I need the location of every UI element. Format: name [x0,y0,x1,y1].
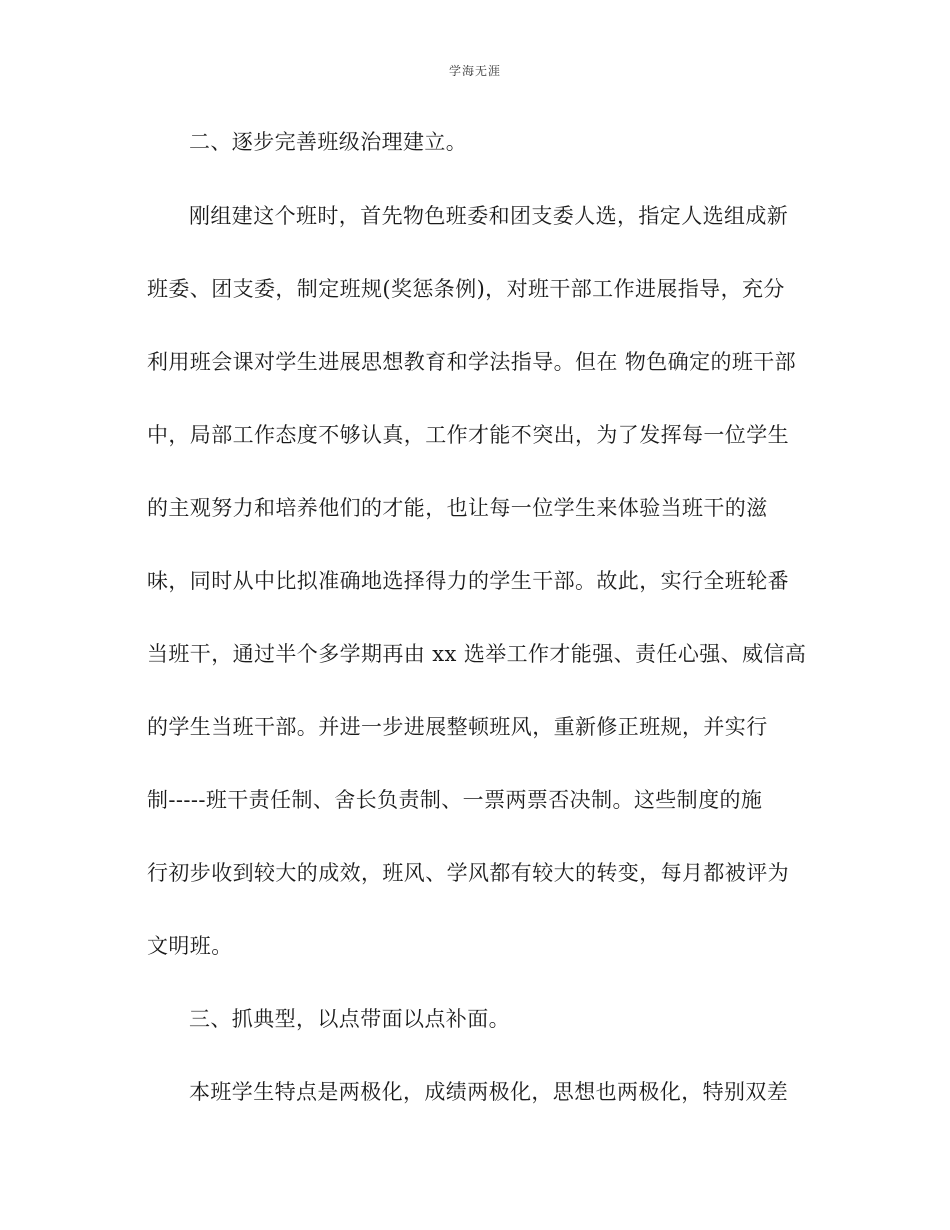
paragraph-line: 的学生当班干部。并进一步进展整顿班风，重新修正班规，并实行 [147,715,768,739]
paragraph-line: 行初步收到较大的成效，班风、学风都有较大的转变，每月都被评为 [147,861,789,885]
paragraph-line: 文明班。 [147,934,233,958]
paragraph-line: 利用班会课对学生进展思想教育和学法指导。但在 物色确定的班干部 [147,350,797,374]
section-heading-3: 三、抓典型，以点带面以点补面。 [189,1007,510,1031]
section-heading-2: 二、逐步完善班级治理建立。 [189,130,468,154]
paragraph-line: 中，局部工作态度不够认真，工作才能不突出，为了发挥每一位学生 [147,423,789,447]
paragraph-line: 的主观努力和培养他们的才能，也让每一位学生来体验当班干的滋 [147,496,768,520]
paragraph-line: 当班干，通过半个多学期再由 xx 选举工作才能强、责任心强、威信高 [147,642,807,666]
paragraph-line: 制-----班干责任制、舍长负责制、一票两票否决制。这些制度的施 [147,788,763,812]
page-header: 学海无涯 [448,64,501,78]
paragraph-line: 本班学生特点是两极化，成绩两极化，思想也两极化，特别双差 [189,1080,789,1104]
paragraph-line: 刚组建这个班时，首先物色班委和团支委人选，指定人选组成新 [189,204,789,228]
paragraph-line: 味，同时从中比拟准确地选择得力的学生干部。故此，实行全班轮番 [147,569,789,593]
paragraph-line: 班委、团支委，制定班规(奖惩条例)，对班干部工作进展指导，充分 [147,277,785,301]
